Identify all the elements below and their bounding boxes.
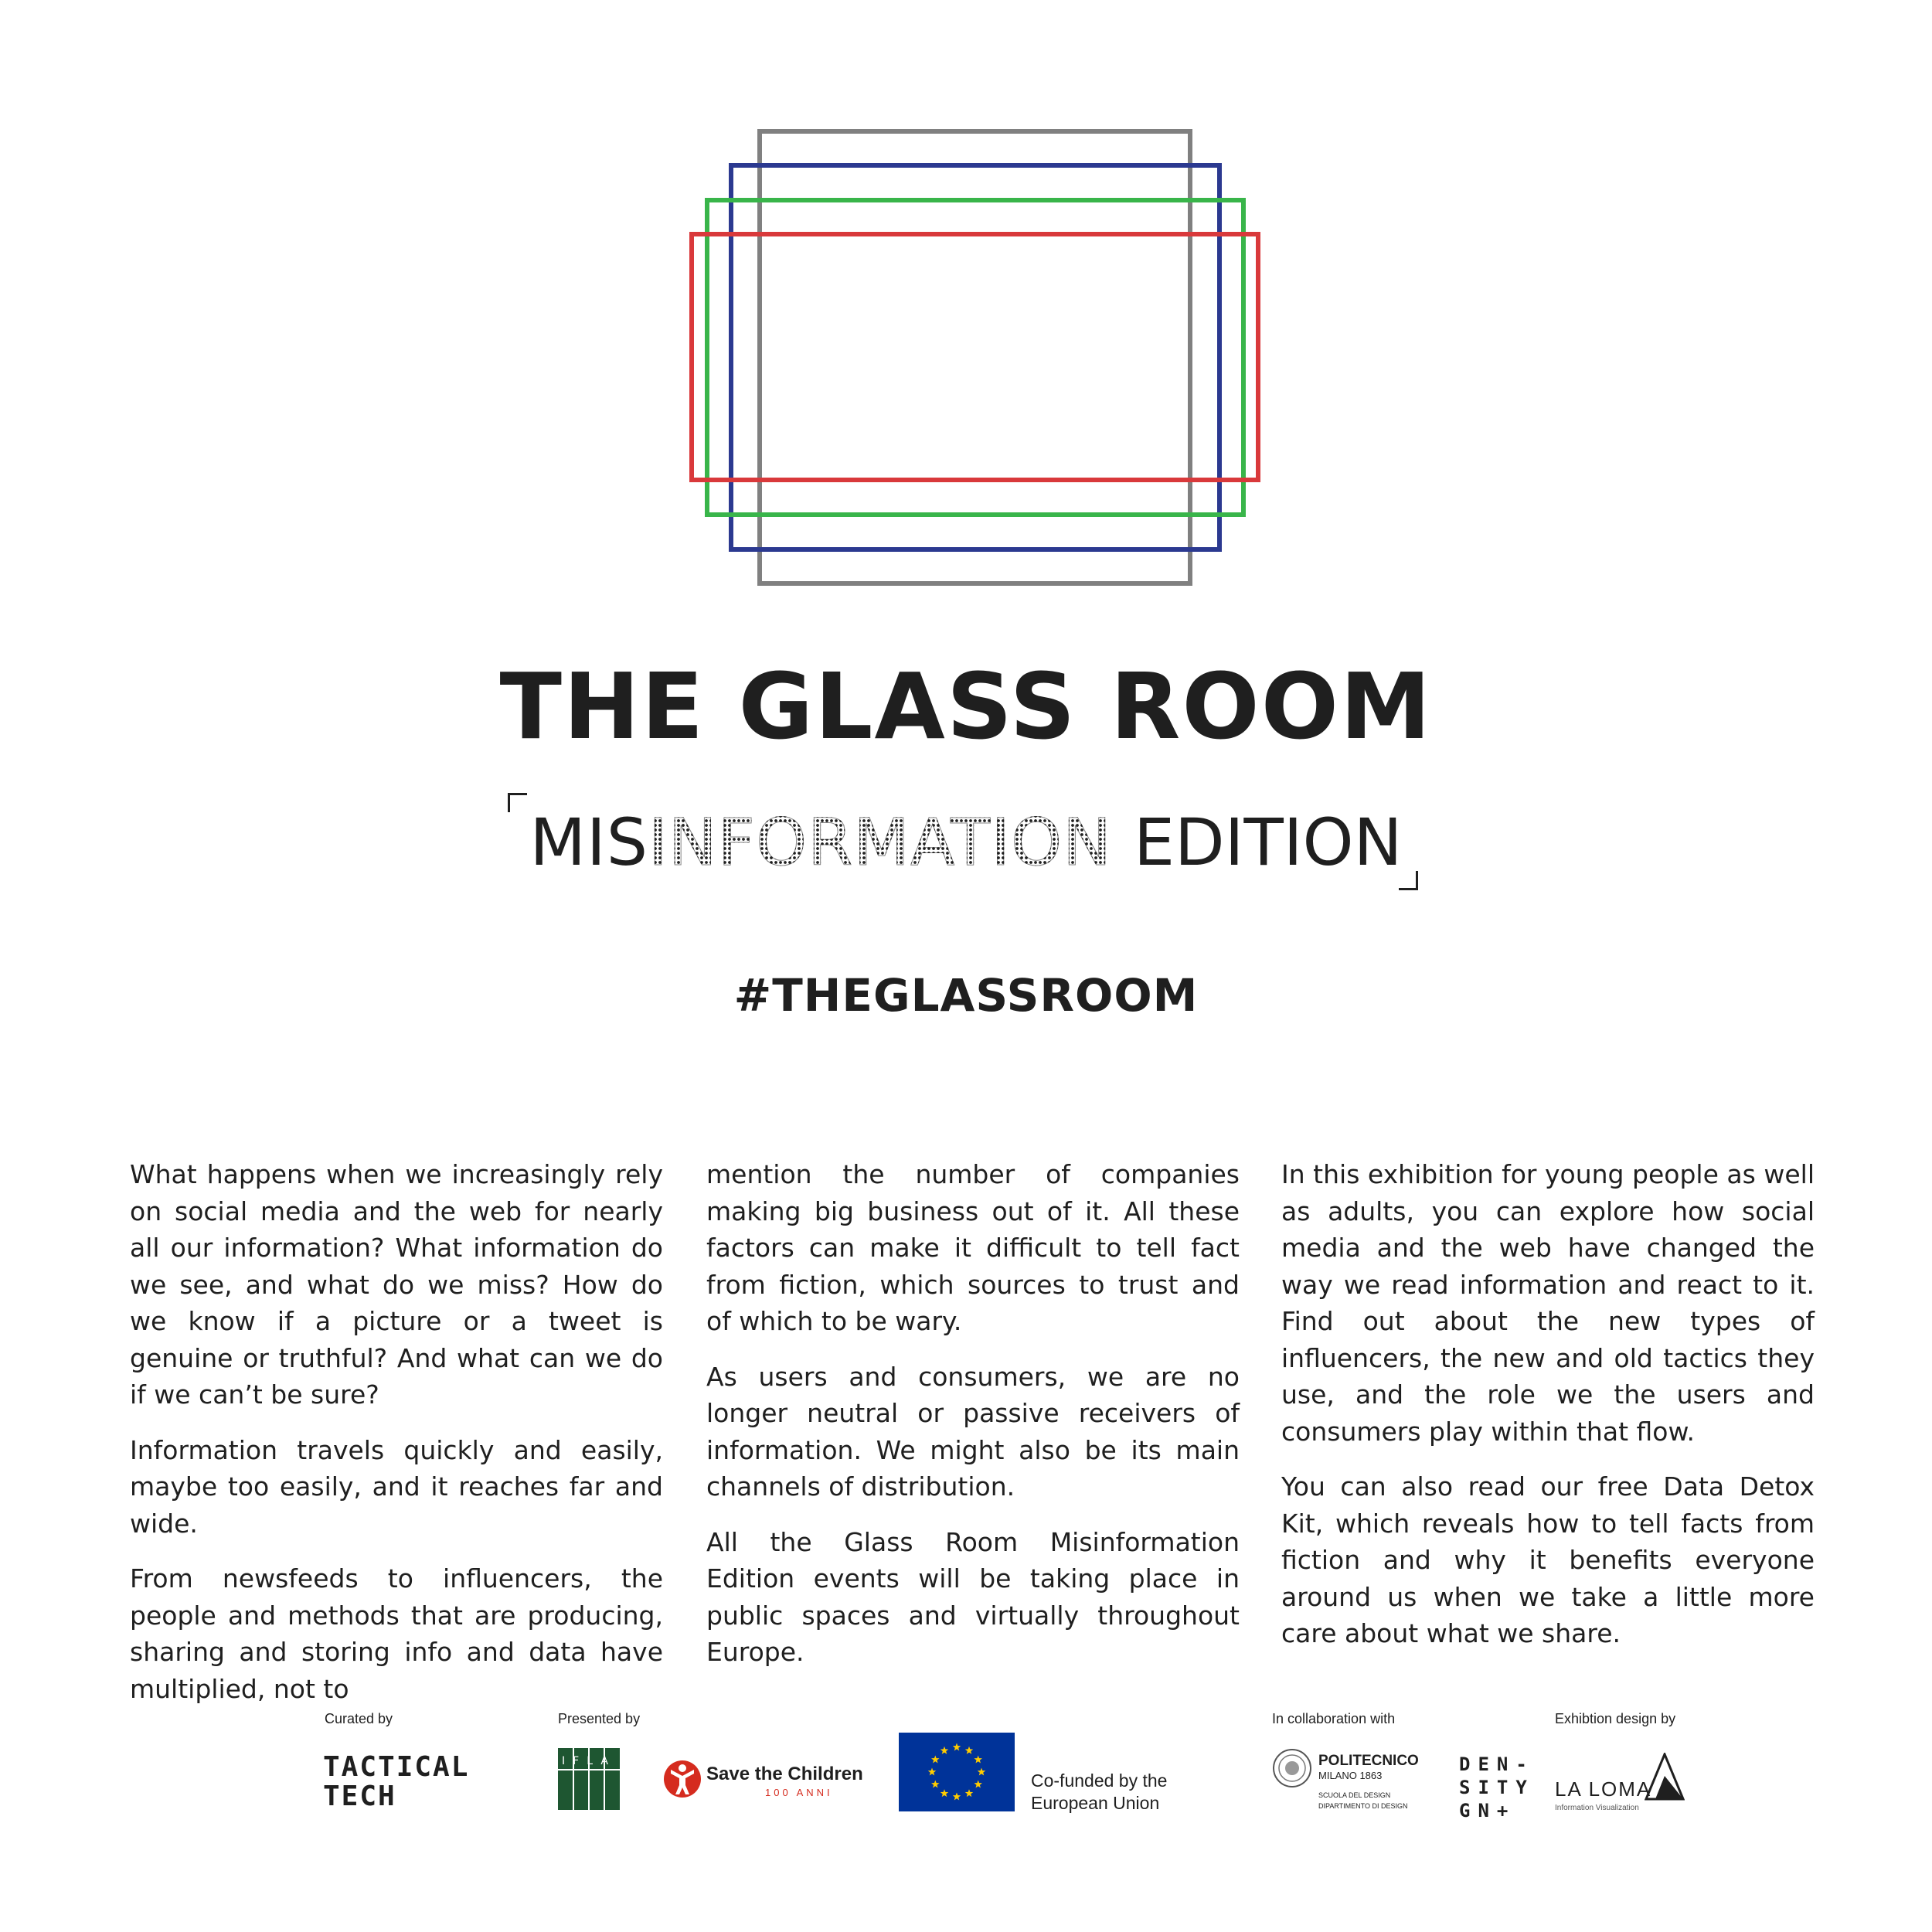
eu-flag-logo [899,1733,1015,1811]
ifla-logo-text: IFLA [562,1755,616,1767]
save-the-children-name: Save the Children [706,1764,863,1784]
logo-frame-blue [731,165,1219,549]
ifla-logo [558,1748,620,1810]
tactical-tech-line1: TACTICAL [323,1751,470,1783]
logo-frame-green [707,200,1243,515]
save-the-children-logo [663,1754,864,1805]
la-loma-logo [1555,1753,1686,1815]
credit-curated-by: Curated by [325,1711,393,1726]
credit-presented-by: Presented by [558,1711,641,1726]
la-loma-triangle-icon [1645,1753,1685,1801]
body-column-1 [130,1156,663,1726]
bracket-corner-bottom-right [1399,871,1418,890]
paragraph: What happens when we increasingly rely on social media and the web for nearly all our information? What information do we see, and what do we miss? How do we know if a picture or a tweet is genuine or truthful? And what can we do if we can’t be sure? [130,1159,663,1410]
edition-information-halftone: INFORMATION [648,804,1112,880]
tactical-tech-line2: TECH [323,1781,396,1812]
politecnico-city: MILANO 1863 [1318,1770,1383,1781]
paragraph: All the Glass Room Misinformation Edition events will be taking place in public spaces and virtually throughout Europe. [706,1526,1240,1667]
body-column-2 [706,1156,1240,1689]
paragraph: Information travels quickly and easily, maybe too easily, and it reaches far and wide. [130,1434,663,1539]
credit-exhibition-design: Exhibtion design by [1555,1711,1676,1726]
density-line3: GN+ [1459,1800,1516,1821]
logo-frame-red [692,234,1258,480]
save-the-children-100-anni: 100 ANNI [765,1787,833,1798]
glass-room-logo [0,0,1932,618]
hashtag: #THEGLASSROOM [733,969,1199,1022]
tactical-tech-logo [323,1753,469,1811]
politecnico-seal-icon [1272,1748,1312,1788]
eu-cofunded-text [1031,1770,1167,1815]
paragraph: From newsfeeds to influencers, the people and methods that are producing, sharing and storing info and data have multiplied, not to [130,1563,663,1704]
density-line2: SITY [1459,1777,1535,1798]
eu-cofunded-line1: Co-funded by the [1031,1770,1168,1791]
edition-subtitle [0,804,1932,880]
save-the-children-emblem-icon [663,1757,702,1801]
politecnico-school: SCUOLA DEL DESIGN [1318,1791,1391,1799]
page-title: THE GLASS ROOM [499,653,1433,760]
politecnico-dept: DIPARTIMENTO DI DESIGN [1318,1802,1408,1810]
paragraph: As users and consumers, we are no longer neutral or passive receivers of information. We might also be its main channels of distribution. [706,1361,1240,1502]
edition-word: EDITION [1133,804,1403,880]
paragraph: You can also read our free Data Detox Kit, which reveals how to tell facts from fiction and why it benefits everyone around us when we take a little more care about what we share. [1281,1471,1815,1648]
paragraph: mention the number of companies making big business out of it. All these factors can make it difficult to tell fact from fiction, which sources to trust and of which to be wary. [706,1159,1240,1336]
body-column-3 [1281,1156,1815,1671]
credit-collaboration: In collaboration with [1272,1711,1396,1726]
la-loma-sub: Information Visualization [1555,1804,1639,1812]
eu-cofunded-line2: European Union [1031,1793,1160,1813]
density-line1: DEN- [1459,1753,1535,1775]
paragraph: In this exhibition for young people as well as adults, you can explore how social media and the web have changed the way we read information and react to it. Find out about the new types of influencers, the new and old tactics they use, and the role we the users and consumers play within that flow. [1281,1159,1815,1447]
la-loma-name: LA LOMA [1555,1777,1652,1801]
politecnico-milano-logo [1272,1748,1427,1818]
politecnico-name: POLITECNICO [1318,1753,1419,1769]
edition-mis: MIS [529,804,649,880]
density-design-logo [1459,1753,1535,1822]
